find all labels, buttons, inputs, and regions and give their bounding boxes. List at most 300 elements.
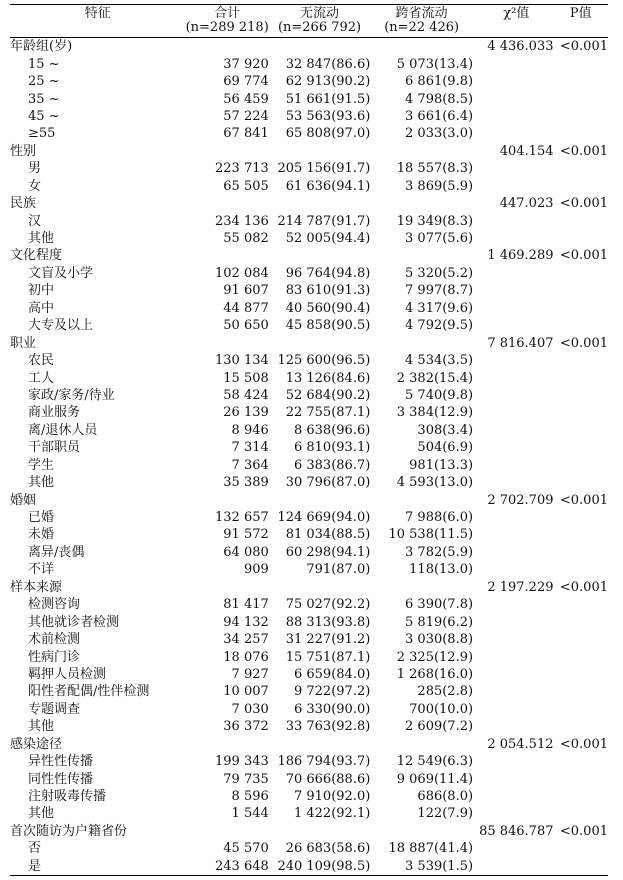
cell-p-value: [554, 613, 609, 630]
cell-no-migration: 33 763(92.8): [285, 719, 371, 735]
cell-chi-square: [479, 544, 553, 561]
cell-cross-province: 5 819(6.2): [405, 614, 474, 630]
cell-chi-square: [479, 369, 553, 386]
cell-chi-square: [479, 160, 553, 177]
header-characteristic: 特征: [84, 6, 111, 21]
cell-p-value: [554, 770, 609, 787]
group-row: [10, 334, 608, 351]
row-label: 羁押人员检测: [28, 666, 107, 682]
cell-no-migration: 124 669(94.0): [277, 510, 371, 526]
cell-total: 130 134: [215, 353, 269, 369]
row-label: 专题调查: [28, 701, 81, 717]
row-label: 年龄组(岁): [10, 39, 73, 55]
cell-p-value: [554, 509, 609, 526]
row-label: 离异/丧偶: [28, 544, 85, 560]
cell-total: 1 544: [231, 806, 269, 822]
table-row: [10, 631, 608, 648]
cell-p-value: [554, 404, 609, 421]
cell-p-value: [554, 526, 609, 543]
cell-cross-province: [370, 38, 479, 56]
cell-total: 132 657: [215, 510, 269, 526]
cell-cross-province: 2 382(15.4): [396, 370, 474, 386]
table-header-row: [10, 5, 608, 38]
cell-p-value: [554, 125, 609, 142]
cell-no-migration: 45 858(90.5): [285, 318, 371, 334]
table-row: [10, 108, 608, 125]
row-label: 首次随访为户籍省份: [10, 823, 128, 839]
cell-cross-province: 4 317(9.6): [405, 300, 474, 316]
cell-total: 57 224: [223, 108, 269, 124]
cell-chi-square: [479, 73, 553, 90]
group-row: [10, 195, 608, 212]
cell-chi-square: [479, 439, 553, 456]
cell-cross-province: [370, 247, 479, 264]
cell-p-value: [554, 701, 609, 718]
cell-chi-square: [479, 265, 553, 282]
row-label: 其他就诊者检测: [28, 614, 120, 630]
cell-p-value: <0.001: [559, 248, 608, 264]
cell-chi-square: [479, 561, 553, 578]
table-row: [10, 55, 608, 72]
cell-no-migration: 214 787(91.7): [277, 213, 371, 229]
cell-cross-province: 504(6.9): [417, 440, 474, 456]
cell-p-value: [554, 352, 609, 369]
table-row: [10, 666, 608, 683]
cell-total: 18 076: [223, 649, 269, 665]
cell-no-migration: 791(87.0): [306, 562, 371, 578]
cell-total: 94 132: [223, 614, 269, 630]
cell-total: 79 735: [223, 771, 269, 787]
table-row: [10, 457, 608, 474]
cell-total: 223 713: [215, 161, 269, 177]
cell-total: 26 139: [223, 405, 269, 421]
cell-no-migration: 6 810(93.1): [293, 440, 371, 456]
cell-cross-province: 9 069(11.4): [396, 771, 474, 787]
row-label: 性别: [10, 143, 37, 159]
cell-cross-province: [370, 579, 479, 596]
cell-cross-province: [370, 195, 479, 212]
row-label: 15 ~: [28, 56, 60, 72]
cell-total: 7 030: [231, 701, 269, 717]
cell-no-migration: 75 027(92.2): [285, 597, 371, 613]
cell-p-value: [554, 90, 609, 107]
cell-chi-square: [479, 212, 553, 229]
row-label: 干部职员: [28, 440, 81, 456]
header-cross-province: 跨省流动 (n=22 426): [384, 6, 460, 35]
row-label: 工人: [28, 370, 55, 386]
table-row: [10, 125, 608, 142]
table-row: [10, 788, 608, 805]
cell-cross-province: 308(3.4): [417, 422, 474, 438]
cell-chi-square: [479, 683, 553, 700]
cell-no-migration: 51 661(91.5): [285, 91, 371, 107]
cell-cross-province: [370, 143, 479, 160]
table-row: [10, 90, 608, 107]
table-row: [10, 352, 608, 369]
cell-no-migration: 52 005(94.4): [285, 231, 371, 247]
cell-p-value: <0.001: [559, 196, 608, 212]
cell-chi-square: 4 436.033: [487, 39, 554, 55]
cell-chi-square: [479, 404, 553, 421]
table-row: [10, 858, 608, 876]
cell-p-value: [554, 840, 609, 857]
group-row: [10, 247, 608, 264]
table-row: [10, 561, 608, 578]
cell-total: [186, 736, 269, 753]
row-label: 其他: [28, 475, 55, 491]
cell-total: 50 650: [223, 318, 269, 334]
cell-p-value: [554, 544, 609, 561]
row-label: 35 ~: [28, 91, 60, 107]
cell-total: 56 459: [223, 91, 269, 107]
cell-chi-square: [479, 770, 553, 787]
cell-p-value: <0.001: [559, 39, 608, 55]
table-row: [10, 753, 608, 770]
cell-total: 91 607: [223, 283, 269, 299]
cell-cross-province: 7 997(8.7): [405, 283, 474, 299]
cell-chi-square: [479, 108, 553, 125]
row-label: 其他: [28, 719, 55, 735]
cell-no-migration: 30 796(87.0): [285, 475, 371, 491]
cell-no-migration: 52 684(90.2): [285, 387, 371, 403]
cell-no-migration: [269, 823, 371, 840]
row-label: 大专及以上: [28, 318, 94, 334]
cell-cross-province: 6 390(7.8): [405, 597, 474, 613]
cell-cross-province: 122(7.9): [417, 806, 474, 822]
row-label: 民族: [10, 196, 37, 212]
cell-no-migration: 205 156(91.7): [277, 161, 371, 177]
cell-p-value: [554, 718, 609, 735]
cell-total: 64 080: [223, 544, 269, 560]
row-label: ≥55: [28, 126, 56, 142]
table-row: [10, 369, 608, 386]
cell-chi-square: 404.154: [499, 143, 554, 159]
cell-p-value: [554, 230, 609, 247]
cell-no-migration: 125 600(96.5): [277, 353, 371, 369]
row-label: 是: [28, 858, 42, 874]
cell-total: 81 417: [223, 597, 269, 613]
table-row: [10, 701, 608, 718]
cell-chi-square: 447.023: [499, 196, 554, 212]
cell-total: [186, 143, 269, 160]
cell-no-migration: 40 560(90.4): [285, 300, 371, 316]
cell-chi-square: [479, 55, 553, 72]
row-label: 婚姻: [10, 492, 37, 508]
row-label: 性病门诊: [28, 649, 81, 665]
table-row: [10, 544, 608, 561]
cell-no-migration: 88 313(93.8): [285, 614, 371, 630]
row-label: 高中: [28, 300, 55, 316]
cell-chi-square: 2 197.229: [487, 579, 554, 595]
cell-no-migration: [269, 195, 371, 212]
table-row: [10, 526, 608, 543]
cell-total: [186, 823, 269, 840]
table-row: [10, 770, 608, 787]
cell-no-migration: 81 034(88.5): [285, 527, 371, 543]
cell-chi-square: 2 702.709: [487, 492, 554, 508]
cell-cross-province: 3 869(5.9): [405, 178, 474, 194]
cell-no-migration: 1 422(92.1): [293, 806, 371, 822]
cell-cross-province: 3 782(5.9): [405, 544, 474, 560]
row-label: 异性性传播: [28, 754, 94, 770]
row-label: 否: [28, 841, 42, 857]
cell-total: 8 946: [231, 422, 269, 438]
cell-total: 243 648: [215, 858, 269, 874]
row-label: 已婚: [28, 510, 55, 526]
cell-no-migration: 83 610(91.3): [285, 283, 371, 299]
cell-p-value: [554, 422, 609, 439]
cell-total: 10 007: [223, 684, 269, 700]
cell-no-migration: 26 683(58.6): [285, 841, 371, 857]
cell-chi-square: [479, 788, 553, 805]
cell-total: 36 372: [223, 719, 269, 735]
cell-total: 199 343: [215, 754, 269, 770]
cell-cross-province: 4 534(3.5): [405, 353, 474, 369]
cell-cross-province: 285(2.8): [417, 684, 474, 700]
row-label: 初中: [28, 283, 55, 299]
cell-p-value: [554, 108, 609, 125]
cell-chi-square: [479, 613, 553, 630]
cell-chi-square: 85 846.787: [479, 823, 554, 839]
cell-total: 102 084: [215, 265, 269, 281]
row-label: 阳性者配偶/性伴检测: [28, 684, 150, 700]
cell-no-migration: 9 722(97.2): [293, 684, 371, 700]
cell-no-migration: 31 227(91.2): [285, 632, 371, 648]
table-row: [10, 596, 608, 613]
group-row: [10, 143, 608, 160]
cell-chi-square: [479, 840, 553, 857]
cell-no-migration: [269, 491, 371, 508]
cell-total: 65 505: [223, 178, 269, 194]
cell-cross-province: 19 349(8.3): [396, 213, 474, 229]
table-row: [10, 613, 608, 630]
cell-p-value: [554, 561, 609, 578]
cell-chi-square: 1 469.289: [487, 248, 554, 264]
cell-chi-square: [479, 718, 553, 735]
cell-cross-province: 1 268(16.0): [396, 666, 474, 682]
cell-chi-square: [479, 125, 553, 142]
cell-p-value: [554, 474, 609, 491]
cell-total: [186, 38, 269, 56]
table-row: [10, 805, 608, 822]
cell-chi-square: 7 816.407: [487, 335, 554, 351]
cell-p-value: [554, 666, 609, 683]
cell-cross-province: 4 792(9.5): [405, 318, 474, 334]
cell-total: [186, 579, 269, 596]
table-row: [10, 404, 608, 421]
cell-cross-province: 4 798(8.5): [405, 91, 474, 107]
cell-total: 45 570: [223, 841, 269, 857]
cell-p-value: [554, 55, 609, 72]
cell-no-migration: 22 755(87.1): [285, 405, 371, 421]
cell-cross-province: [370, 334, 479, 351]
cell-total: 909: [243, 562, 269, 578]
cell-cross-province: [370, 823, 479, 840]
cell-p-value: [554, 387, 609, 404]
cell-no-migration: 6 659(84.0): [293, 666, 371, 682]
cell-no-migration: 6 383(86.7): [293, 457, 371, 473]
cell-total: 234 136: [215, 213, 269, 229]
cell-no-migration: 62 913(90.2): [285, 74, 371, 90]
cell-chi-square: [479, 648, 553, 665]
cell-chi-square: [479, 457, 553, 474]
cell-p-value: <0.001: [559, 736, 608, 752]
group-row: [10, 491, 608, 508]
cell-no-migration: 70 666(88.6): [285, 771, 371, 787]
cell-no-migration: [269, 247, 371, 264]
cell-total: 58 424: [223, 387, 269, 403]
row-label: 术前检测: [28, 632, 81, 648]
cell-p-value: [554, 265, 609, 282]
cell-p-value: [554, 73, 609, 90]
table-row: [10, 178, 608, 195]
cell-no-migration: [269, 38, 371, 56]
cell-cross-province: 12 549(6.3): [396, 754, 474, 770]
cell-cross-province: [370, 491, 479, 508]
cell-chi-square: [479, 805, 553, 822]
cell-cross-province: 18 557(8.3): [396, 161, 474, 177]
cell-total: 91 572: [223, 527, 269, 543]
cell-p-value: [554, 683, 609, 700]
cell-no-migration: [269, 143, 371, 160]
table-row: [10, 509, 608, 526]
cell-total: 69 774: [223, 74, 269, 90]
cell-chi-square: [479, 526, 553, 543]
cell-no-migration: 6 330(90.0): [293, 701, 371, 717]
cell-total: 7 927: [231, 666, 269, 682]
cell-cross-province: 118(13.0): [409, 562, 474, 578]
cell-cross-province: 10 538(11.5): [388, 527, 474, 543]
row-label: 汉: [28, 213, 42, 229]
cell-p-value: [554, 596, 609, 613]
cell-total: [186, 491, 269, 508]
group-row: [10, 823, 608, 840]
table-row: [10, 474, 608, 491]
cell-chi-square: [479, 631, 553, 648]
cell-cross-province: 7 988(6.0): [405, 510, 474, 526]
table-row: [10, 212, 608, 229]
row-label: 离/退休人员: [28, 422, 98, 438]
table-row: [10, 300, 608, 317]
table-row: [10, 422, 608, 439]
table-row: [10, 439, 608, 456]
cell-chi-square: [479, 422, 553, 439]
cell-cross-province: 3 539(1.5): [405, 858, 474, 874]
cell-p-value: [554, 212, 609, 229]
cell-total: 67 841: [223, 126, 269, 142]
cell-no-migration: 240 109(98.5): [277, 858, 371, 874]
cell-chi-square: [479, 178, 553, 195]
cell-no-migration: 13 126(84.6): [285, 370, 371, 386]
cell-p-value: [554, 439, 609, 456]
cell-cross-province: 5 320(5.2): [405, 265, 474, 281]
cell-chi-square: [479, 317, 553, 334]
cell-total: 8 596: [231, 789, 269, 805]
cell-p-value: [554, 369, 609, 386]
cell-chi-square: 2 054.512: [487, 736, 554, 752]
row-label: 男: [28, 161, 42, 177]
table-row: [10, 840, 608, 857]
cell-p-value: [554, 788, 609, 805]
cell-cross-province: 686(8.0): [417, 789, 474, 805]
cell-no-migration: 96 764(94.8): [285, 265, 371, 281]
cell-total: 34 257: [223, 632, 269, 648]
cell-p-value: [554, 805, 609, 822]
cell-total: 15 508: [223, 370, 269, 386]
cell-p-value: [554, 457, 609, 474]
table-row: [10, 282, 608, 299]
cell-chi-square: [479, 352, 553, 369]
row-label: 未婚: [28, 527, 55, 543]
cell-cross-province: 2 609(7.2): [405, 719, 474, 735]
cell-no-migration: 15 751(87.1): [285, 649, 371, 665]
cell-p-value: <0.001: [559, 143, 608, 159]
cell-cross-province: [370, 736, 479, 753]
cell-p-value: [554, 282, 609, 299]
cell-p-value: <0.001: [559, 492, 608, 508]
row-label: 同性性传播: [28, 771, 94, 787]
cell-cross-province: 4 593(13.0): [396, 475, 474, 491]
cell-cross-province: 5 740(9.8): [405, 387, 474, 403]
table-row: [10, 265, 608, 282]
row-label: 农民: [28, 353, 55, 369]
cell-chi-square: [479, 90, 553, 107]
cell-cross-province: 981(13.3): [409, 457, 474, 473]
cell-chi-square: [479, 596, 553, 613]
cell-cross-province: 6 861(9.8): [405, 74, 474, 90]
cell-chi-square: [479, 474, 553, 491]
cell-no-migration: [269, 334, 371, 351]
header-no-migration: 无流动 (n=266 792): [277, 6, 362, 35]
cell-total: [186, 247, 269, 264]
row-label: 文盲及小学: [28, 265, 94, 281]
row-label: 注射吸毒传播: [28, 789, 107, 805]
cell-no-migration: 8 638(96.6): [293, 422, 371, 438]
cell-p-value: [554, 631, 609, 648]
cell-chi-square: [479, 387, 553, 404]
cell-cross-province: 3 077(5.6): [405, 231, 474, 247]
table-row: [10, 317, 608, 334]
group-row: [10, 736, 608, 753]
cell-no-migration: 186 794(93.7): [277, 754, 371, 770]
cell-cross-province: 700(10.0): [409, 701, 474, 717]
cell-chi-square: [479, 230, 553, 247]
row-label: 商业服务: [28, 405, 81, 421]
row-label: 不详: [28, 562, 55, 578]
table-row: [10, 683, 608, 700]
cell-total: [186, 195, 269, 212]
header-p-value: P值: [569, 6, 592, 21]
cell-no-migration: [269, 579, 371, 596]
header-total: 合计 (n=289 218): [185, 6, 269, 35]
cell-total: 44 877: [223, 300, 269, 316]
cell-total: 35 389: [223, 475, 269, 491]
cell-no-migration: 61 636(94.1): [285, 178, 371, 194]
cell-chi-square: [479, 282, 553, 299]
table-row: [10, 648, 608, 665]
cell-p-value: [554, 753, 609, 770]
cell-chi-square: [479, 701, 553, 718]
cell-no-migration: 60 298(94.1): [285, 544, 371, 560]
row-label: 家政/家务/待业: [28, 387, 115, 403]
row-label: 其他: [28, 231, 55, 247]
cell-cross-province: 3 030(8.8): [405, 632, 474, 648]
row-label: 其他: [28, 806, 55, 822]
table-row: [10, 160, 608, 177]
cell-p-value: <0.001: [559, 335, 608, 351]
row-label: 女: [28, 178, 42, 194]
cell-total: 7 314: [231, 440, 269, 456]
